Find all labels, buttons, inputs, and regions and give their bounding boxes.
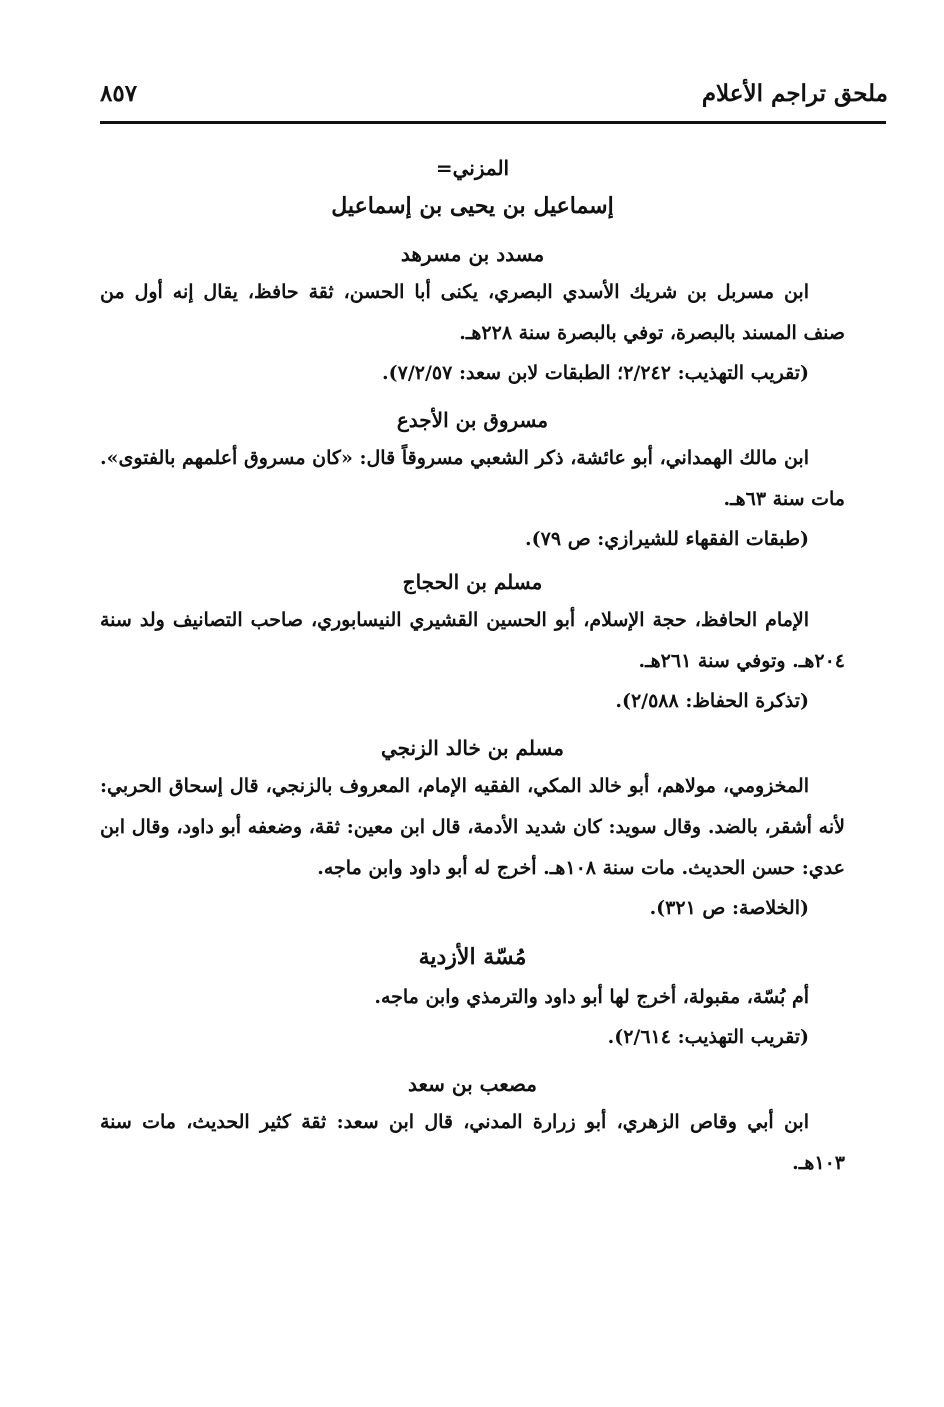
entry-text: ابن مسربل بن شريك الأسدي البصري، يكنى أبا الحسن، ثقة حافظ، يقال إنه أول من صنف المسند بالبصرة، توفي بالبصرة سنة ٢٢٨هـ.: [100, 281, 845, 344]
entry-heading: مسروق بن الأجدع: [396, 408, 549, 432]
entry-heading: مُسّة الأزدية: [418, 944, 527, 970]
entry-text: المخزومي، مولاهم، أبو خالد المكي، الفقيه الإمام، المعروف بالزنجي، قال إسحاق الحربي: لأنه أشقر، بالضد. وقال سويد: كان شديد الأدمة، قال ابن معين: ثقة، وضعفه أبو داود، وقال ابن عدي: حسن الحديث. مات سنة ١٠٨هـ. أخرج له أبو داود وابن ماجه.: [100, 775, 845, 879]
page-number: ٨٥٧: [100, 80, 138, 107]
entry-reference: (تذكرة الحفاظ: ٢/٥٨٨).: [615, 690, 809, 712]
entry-text: ابن مالك الهمداني، أبو عائشة، ذكر الشعبي مسروقاً قال: «كان مسروق أعلمهم بالفتوى». مات سنة ٦٣هـ.: [100, 447, 845, 510]
entry-alt-name: إسماعيل بن يحيى بن إسماعيل: [331, 193, 614, 219]
entry-heading: مسلم بن الحجاج: [402, 570, 543, 594]
entry-reference: (تقريب التهذيب: ٢/٦١٤).: [607, 1026, 809, 1048]
entry-reference: (طبقات الفقهاء للشيرازي: ص ٧٩).: [525, 528, 809, 550]
entry-heading: المزني=: [435, 156, 510, 180]
entry-reference: (تقريب التهذيب: ٢/٢٤٢؛ الطبقات لابن سعد: ٧/٢/٥٧).: [382, 362, 809, 384]
running-title: ملحق تراجم الأعلام: [701, 80, 888, 107]
entry-heading: مسدد بن مسرهد: [400, 242, 545, 266]
page-content: [100, 150, 845, 1184]
entry-heading: مسلم بن خالد الزنجي: [380, 736, 565, 760]
entry-text: أم بُسّة، مقبولة، أخرج لها أبو داود والترمذي وابن ماجه.: [374, 986, 809, 1008]
entry-heading: مصعب بن سعد: [408, 1072, 537, 1096]
header-rule: [100, 121, 886, 124]
entry-text: ابن أبي وقاص الزهري، أبو زرارة المدني، قال ابن سعد: ثقة كثير الحديث، مات سنة ١٠٣هـ.: [100, 1111, 845, 1174]
entry-reference: (الخلاصة: ص ٣٢١).: [649, 897, 809, 919]
entry-text: الإمام الحافظ، حجة الإسلام، أبو الحسين القشيري النيسابوري، صاحب التصانيف ولد سنة ٢٠٤هـ. وتوفي سنة ٢٦١هـ.: [100, 609, 845, 672]
